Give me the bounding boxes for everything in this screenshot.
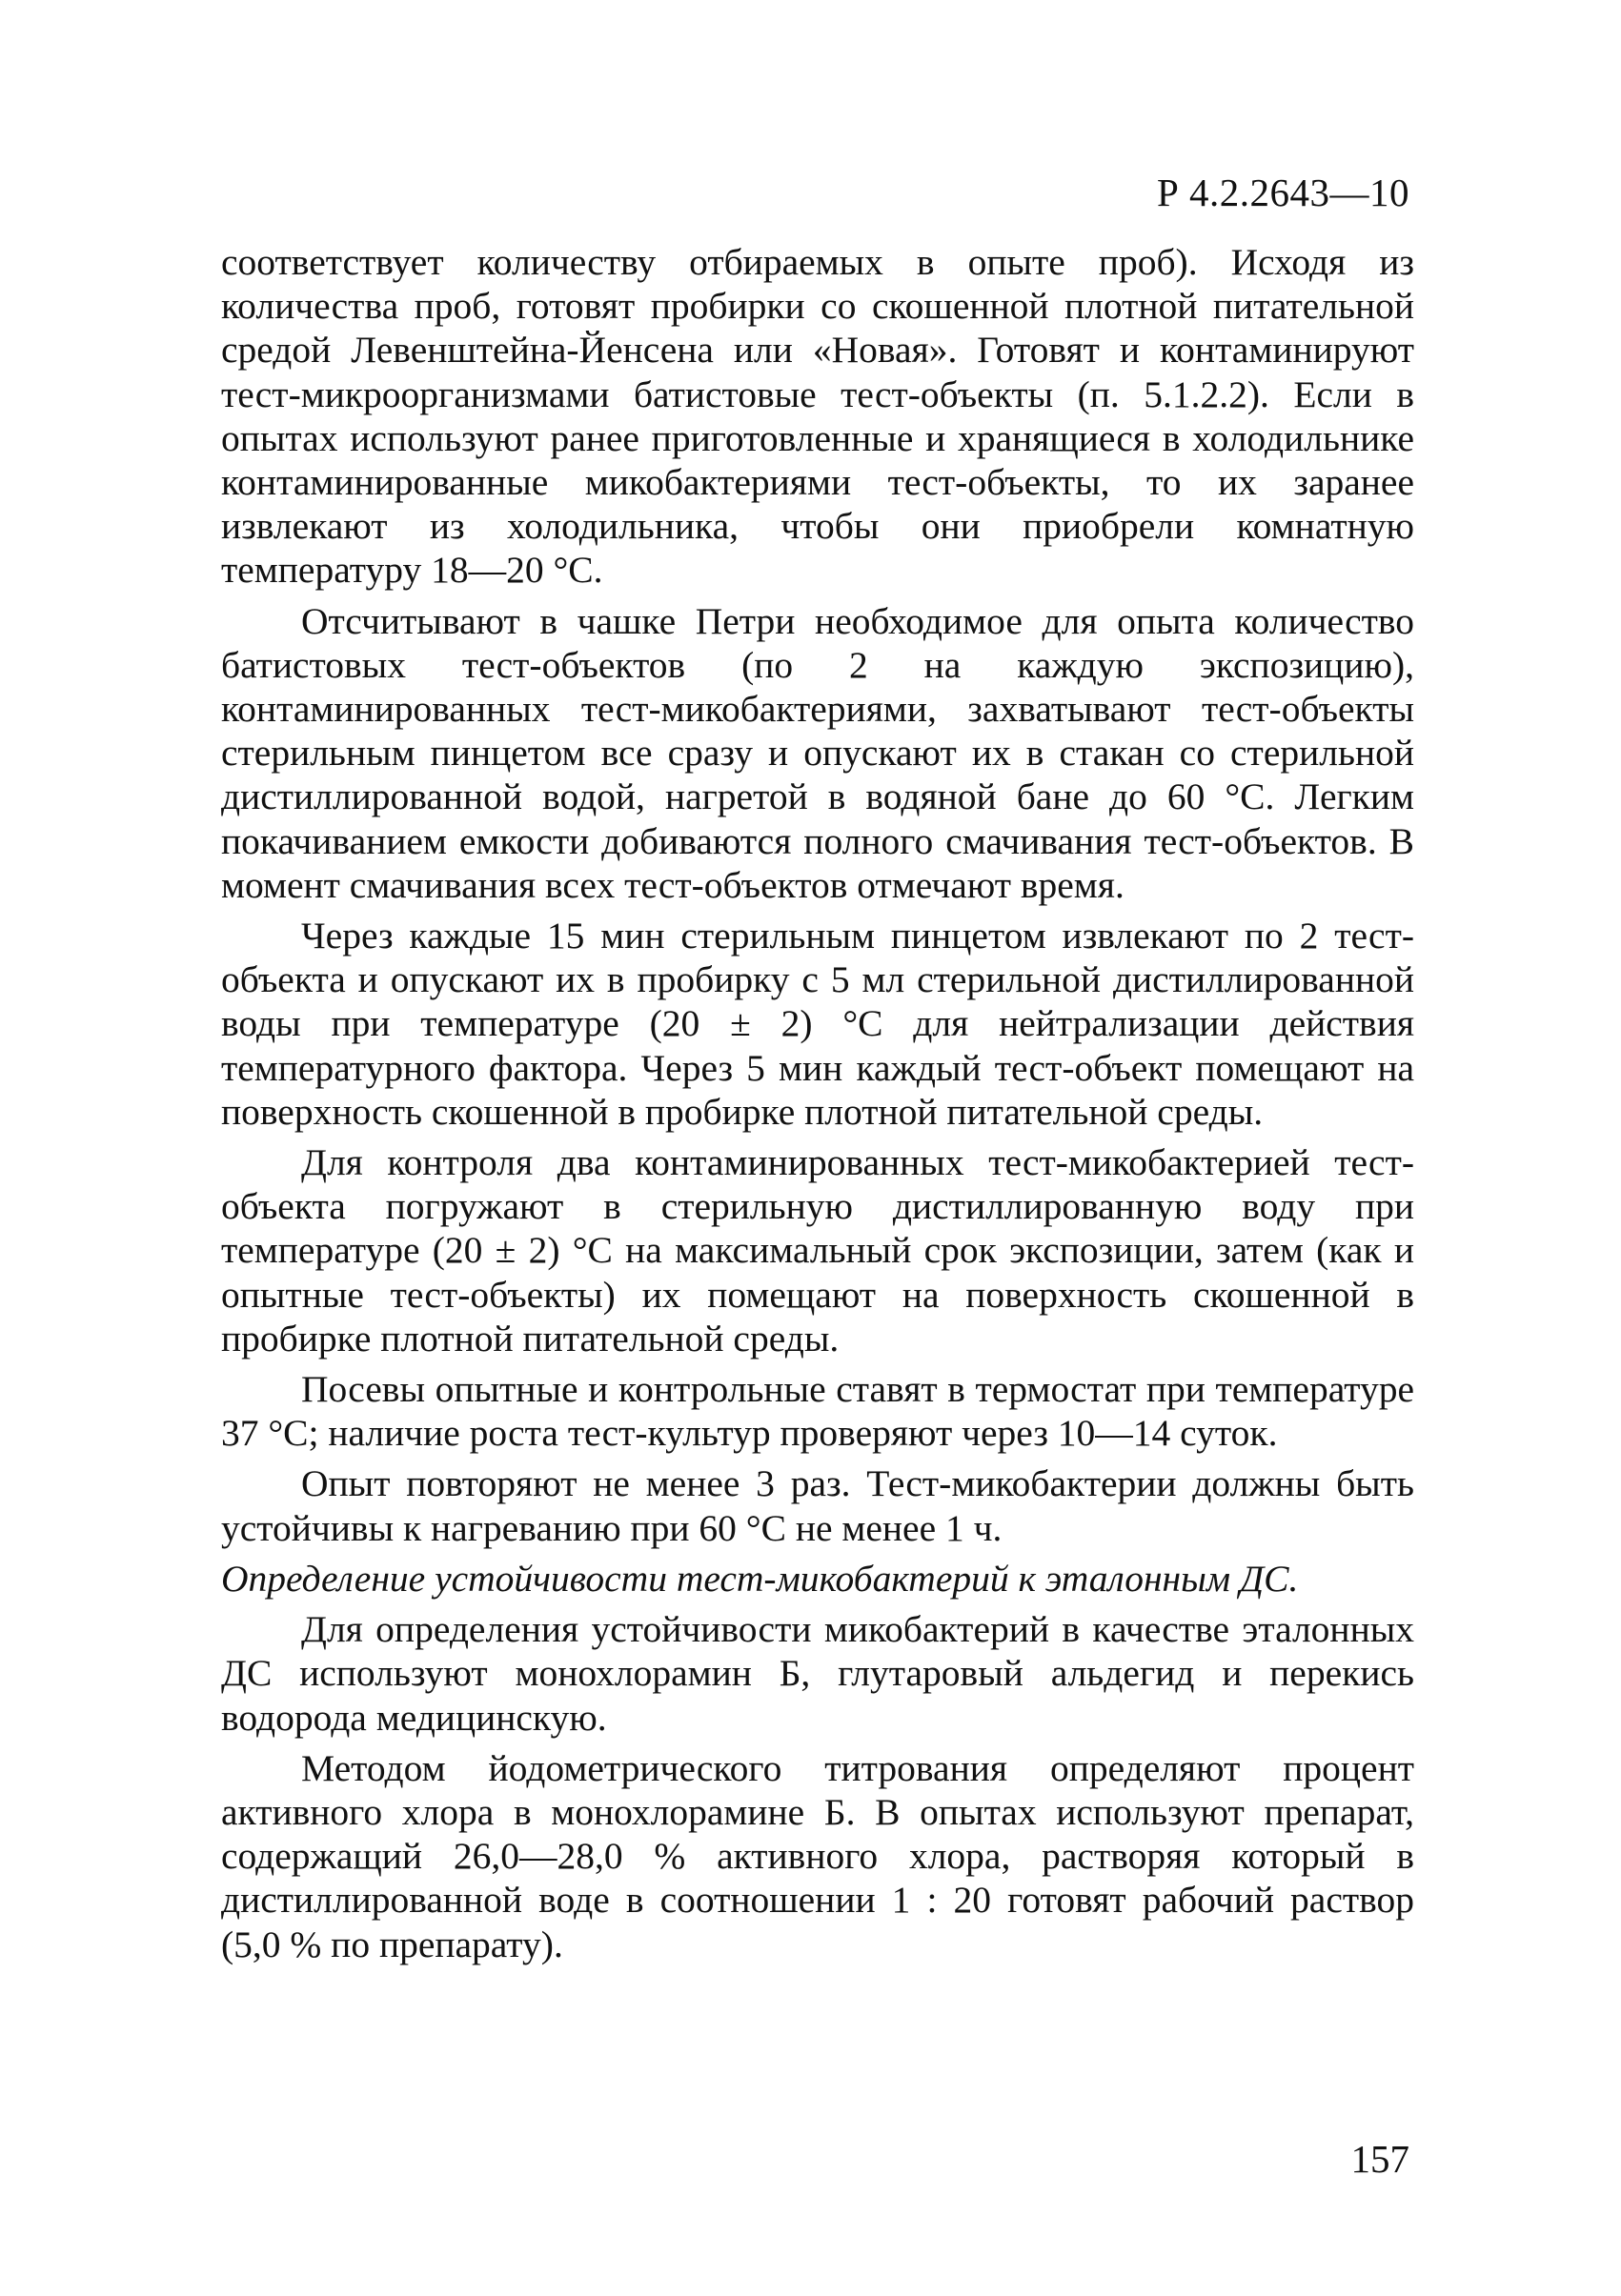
paragraph-every-15-min: Через каждые 15 мин стерильным пинцетом извлекают по 2 тест-объекта и опускают их в пробирку с 5 мл стерильной дистиллированной воды при температуре (20 ± 2) °С для нейтрализации действия температурного фактора. Через 5 мин каждый тест-объект помещают на поверхность скошенной в пробирке плотной питательной среды. bbox=[221, 915, 1414, 1133]
paragraph-incubation: Посевы опытные и контрольные ставят в термостат при температуре 37 °С; наличие роста тест-культур проверяют через 10—14 суток. bbox=[221, 1368, 1414, 1455]
paragraph-titration: Методом йодометрического титрования определяют процент активного хлора в монохлорамине Б. В опытах используют препарат, содержащий 26,0—28,0 % активного хлора, растворяя который в дистиллированной воде в соотношении 1 : 20 готовят рабочий раствор (5,0 % по препарату). bbox=[221, 1746, 1414, 1965]
document-code: Р 4.2.2643—10 bbox=[1156, 171, 1409, 214]
paragraph-petri-dish: Отсчитывают в чашке Петри необходимое для опыта количество батистовых тест-объектов (по 2 на каждую экспозицию), контаминированных тест-микобактериями, захватывают тест-объекты стерильным пинцетом все сразу и опускают их в стакан со стерильной дистиллированной водой, нагретой в водяной бане до 60 °С. Легким покачиванием емкости добиваются полного смачивания тест-объектов. В момент смачивания всех тест-объектов отмечают время. bbox=[221, 599, 1414, 906]
paragraph-continuation: соответствует количеству отбираемых в опыте проб). Исходя из количества проб, готовят пробирки со скошенной плотной питательной средой Левенштейна-Йенсена или «Новая». Готовят и контаминируют тест-микроорганизмами батистовые тест-объекты (п. 5.1.2.2). Если в опытах используют ранее приготовленные и хранящиеся в холодильнике контаминированные микобактериями тест-объекты, то их заранее извлекают из холодильника, чтобы они приобрели комнатную температуру 18—20 °С. bbox=[221, 241, 1414, 592]
paragraph-repeat: Опыт повторяют не менее 3 раз. Тест-микобактерии должны быть устойчивы к нагреванию при 60 °С не менее 1 ч. bbox=[221, 1462, 1414, 1549]
paragraph-reference-ds: Для определения устойчивости микобактерий в качестве эталонных ДС используют монохлорамин Б, глутаровый альдегид и перекись водорода медицинскую. bbox=[221, 1608, 1414, 1739]
page-number: 157 bbox=[1350, 2137, 1409, 2181]
body-text bbox=[221, 240, 1414, 1973]
paragraph-control: Для контроля два контаминированных тест-микобактерией тест-объекта погружают в стерильную дистиллированную воду при температуре (20 ± 2) °С на максимальный срок экспозиции, затем (как и опытные тест-объекты) их помещают на поверхность скошенной в пробирке плотной питательной среды. bbox=[221, 1141, 1414, 1359]
section-heading-reference-ds: Определение устойчивости тест-микобактерий к эталонным ДС. bbox=[221, 1557, 1299, 1600]
